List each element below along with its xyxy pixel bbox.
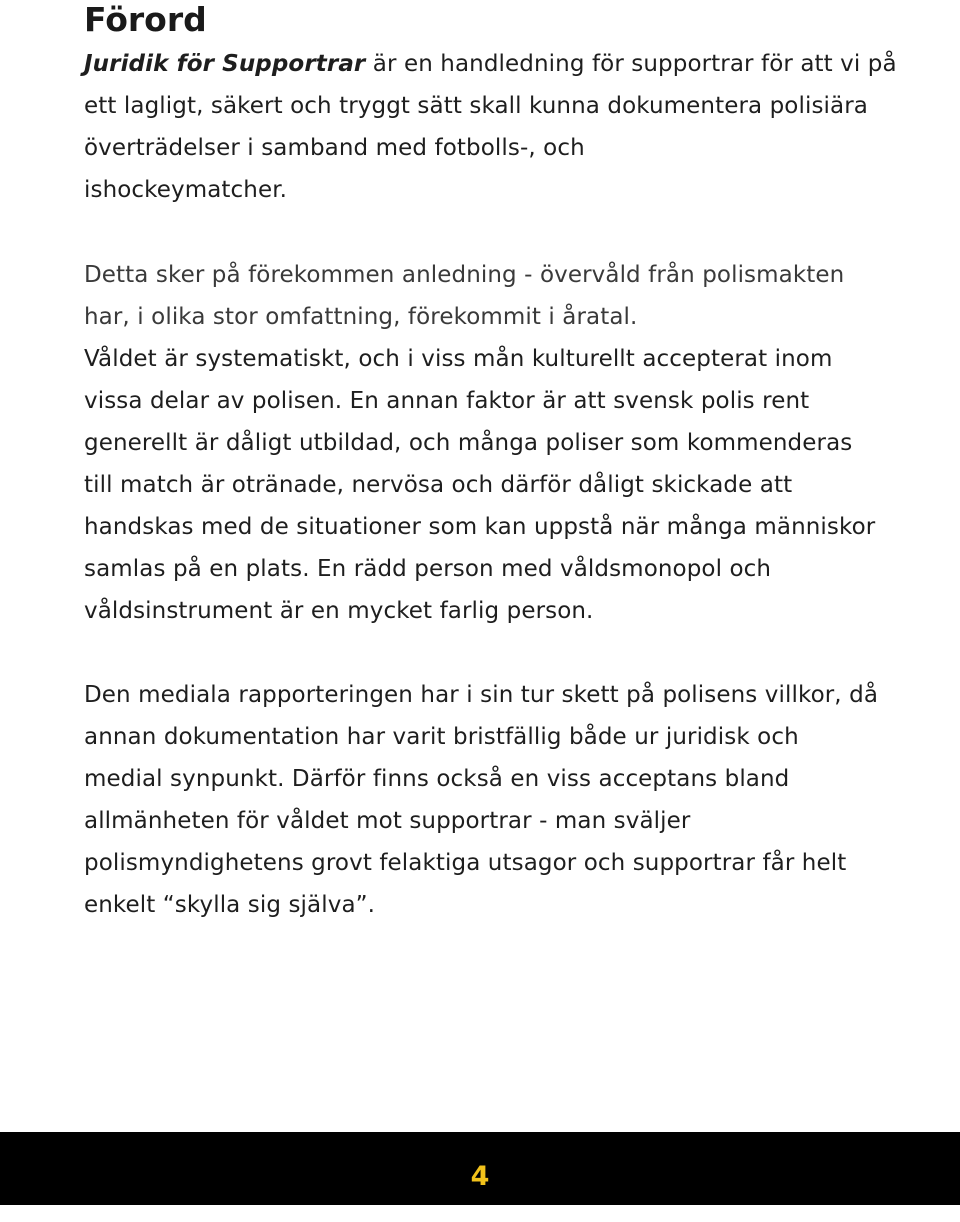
paragraph-line: våldsinstrument är en mycket farlig person. <box>84 598 594 624</box>
page-title: Förord <box>84 0 207 39</box>
paragraph-line: allmänheten för våldet mot supportrar - man sväljer <box>84 808 691 834</box>
paragraph-line <box>84 43 897 85</box>
paragraph-line: Våldet är systematiskt, och i viss mån kulturellt accepterat inom <box>84 346 833 372</box>
paragraph-line-text: är en handledning för supportrar för att vi på <box>365 51 897 77</box>
paragraph-line: vissa delar av polisen. En annan faktor är att svensk polis rent <box>84 388 810 414</box>
paragraph-line: polismyndighetens grovt felaktiga utsagor och supportrar får helt <box>84 850 847 876</box>
paragraph-line: Den mediala rapporteringen har i sin tur skett på polisens villkor, då <box>84 682 879 708</box>
paragraph-line: ishockeymatcher. <box>84 177 288 203</box>
footer-bar <box>0 1132 960 1205</box>
paragraph-line: annan dokumentation har varit bristfällig både ur juridisk och <box>84 724 799 750</box>
paragraph-line: handskas med de situationer som kan uppstå när många människor <box>84 514 876 540</box>
paragraph-line: enkelt “skylla sig själva”. <box>84 892 376 918</box>
paragraph-line: har, i olika stor omfattning, förekommit i åratal. <box>84 304 638 330</box>
paragraph-line: ett lagligt, säkert och tryggt sätt skall kunna dokumentera polisiära <box>84 93 868 119</box>
paragraph-line: Detta sker på förekommen anledning - övervåld från polismakten <box>84 262 845 288</box>
paragraph-line: generellt är dåligt utbildad, och många poliser som kommenderas <box>84 430 853 456</box>
paragraph-line: överträdelser i samband med fotbolls-, och <box>84 135 585 161</box>
book-title-emphasis: Juridik för Supportrar <box>84 51 366 77</box>
page-number: 4 <box>470 1161 490 1192</box>
paragraph-line: samlas på en plats. En rädd person med våldsmonopol och <box>84 556 772 582</box>
paragraph-line: medial synpunkt. Därför finns också en viss acceptans bland <box>84 766 790 792</box>
media-paragraph <box>84 674 884 926</box>
intro-paragraph <box>84 43 897 211</box>
paragraph-line: till match är otränade, nervösa och därför dåligt skickade att <box>84 472 793 498</box>
violence-paragraph <box>84 254 884 632</box>
